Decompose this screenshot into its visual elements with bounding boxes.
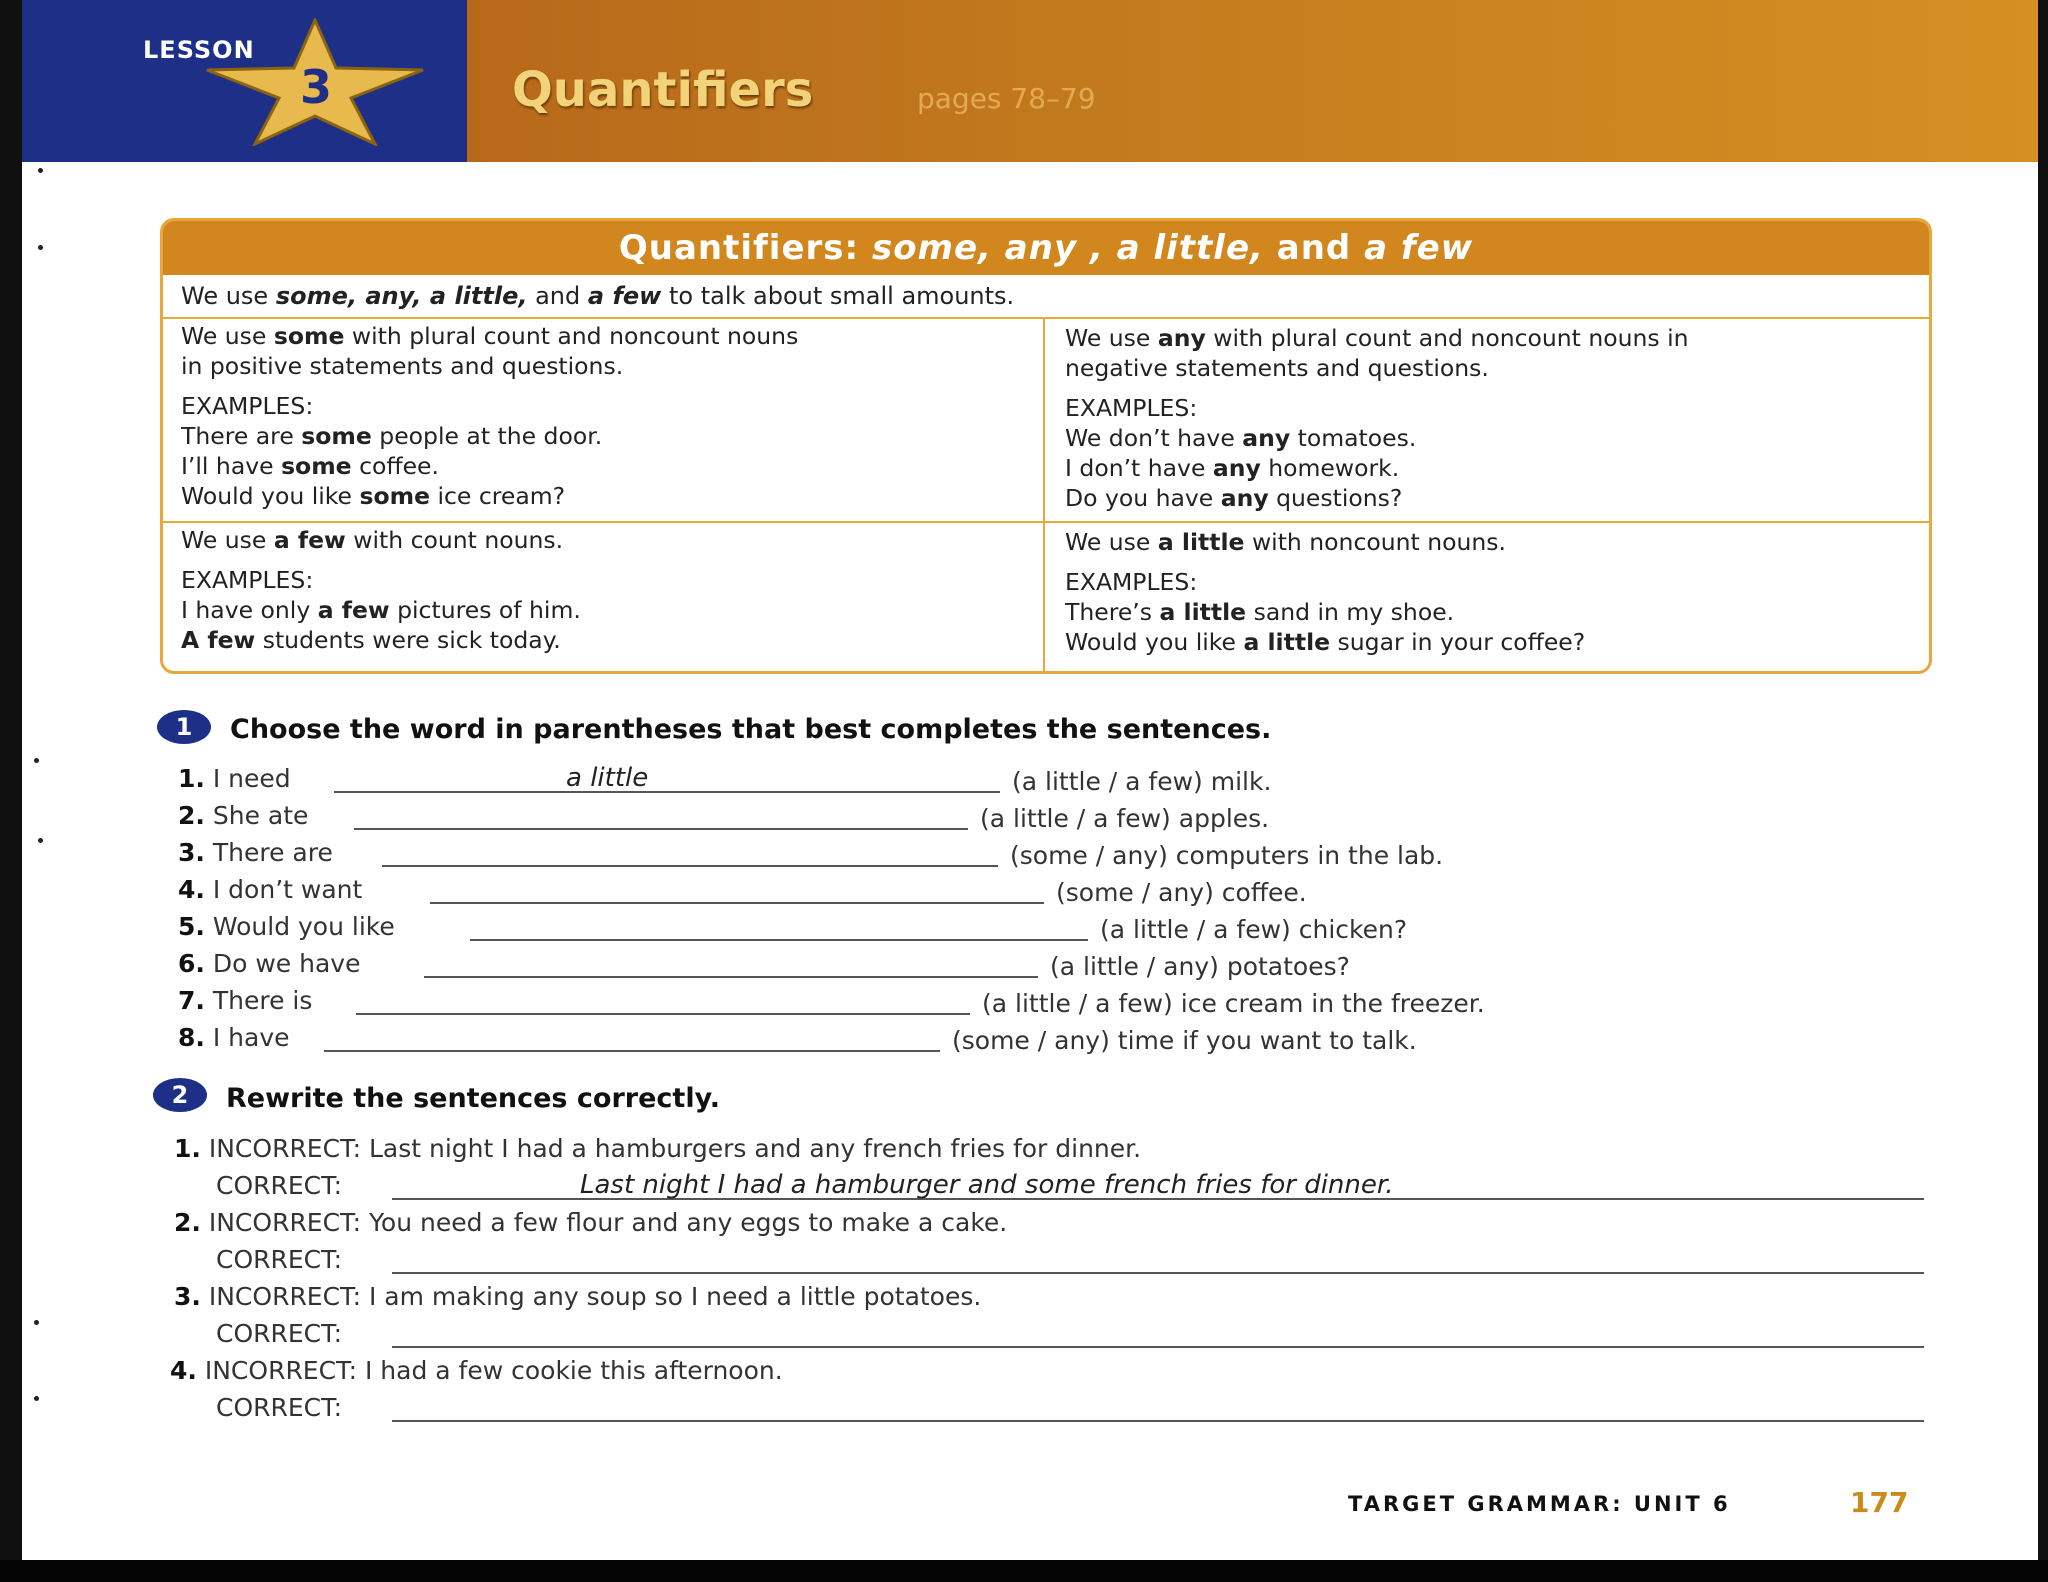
margin-mark xyxy=(38,838,43,843)
divider xyxy=(163,521,1929,523)
ex1-item-1: 1. I need xyxy=(178,764,291,793)
divider xyxy=(1043,317,1045,674)
ex1-answer-1: a little xyxy=(566,763,649,793)
ex1-item-5: 5. Would you like xyxy=(178,912,395,941)
scan-edge-right xyxy=(2038,0,2048,1560)
answer-blank[interactable] xyxy=(334,791,1000,793)
grammar-chart-title: Quantifiers: some, any , a little, and a few xyxy=(163,221,1929,275)
margin-mark xyxy=(34,1396,39,1401)
divider xyxy=(163,317,1929,319)
exercise-2-badge: 2 xyxy=(153,1078,207,1112)
ex1-choice-4: (some / any) coffee. xyxy=(1056,878,1307,907)
grammar-cell-a-little: We use a little with noncount nouns. EXAMPLES: There’s a little sand in my shoe. Would you like a little sugar in your coffee? xyxy=(1065,528,1586,656)
ex1-choice-1: (a little / a few) milk. xyxy=(1012,767,1272,796)
answer-blank[interactable] xyxy=(324,1050,940,1052)
footer-unit-label: TARGET GRAMMAR: UNIT 6 xyxy=(1348,1492,1731,1516)
page-reference: pages 78–79 xyxy=(917,82,1096,115)
exercise-2-heading: Rewrite the sentences correctly. xyxy=(226,1083,720,1114)
margin-mark xyxy=(34,1320,39,1325)
answer-blank[interactable] xyxy=(354,828,968,830)
ex2-correct-label-1: CORRECT: xyxy=(216,1171,343,1200)
lesson-number: 3 xyxy=(299,60,332,114)
margin-mark xyxy=(38,168,43,173)
page-number: 177 xyxy=(1850,1486,1909,1519)
ex1-choice-5: (a little / a few) chicken? xyxy=(1100,915,1408,944)
ex1-item-4: 4. I don’t want xyxy=(178,875,363,904)
grammar-cell-any: We use any with plural count and noncount nouns in negative statements and questions. EXAMPLES: We don’t have any tomatoes. I don’t have any homework. Do you have any questions? xyxy=(1065,324,1689,512)
exercise-1-heading: Choose the word in parentheses that best completes the sentences. xyxy=(230,714,1272,745)
answer-blank[interactable] xyxy=(392,1346,1924,1348)
exercise-1-badge: 1 xyxy=(157,710,211,744)
ex1-item-8: 8. I have xyxy=(178,1023,290,1052)
ex2-correct-label-2: CORRECT: xyxy=(216,1245,343,1274)
answer-blank[interactable] xyxy=(470,939,1088,941)
ex1-choice-8: (some / any) time if you want to talk. xyxy=(952,1026,1417,1055)
ex2-correct-label-3: CORRECT: xyxy=(216,1319,343,1348)
ex1-item-2: 2. She ate xyxy=(178,801,309,830)
ex1-item-7: 7. There is xyxy=(178,986,313,1015)
answer-blank[interactable] xyxy=(430,902,1044,904)
ex2-correct-label-4: CORRECT: xyxy=(216,1393,343,1422)
scan-edge-bottom xyxy=(0,1560,2048,1582)
grammar-cell-some: We use some with plural count and noncount nouns in positive statements and questions. EXAMPLES: There are some people at the door. I’ll have some coffee. Would you like some ice cream? xyxy=(181,322,799,510)
answer-blank[interactable] xyxy=(382,865,998,867)
answer-blank[interactable] xyxy=(392,1272,1924,1274)
margin-mark xyxy=(34,758,39,763)
ex2-item-4: 4. INCORRECT: I had a few cookie this afternoon. xyxy=(170,1356,783,1385)
ex1-choice-2: (a little / a few) apples. xyxy=(980,804,1270,833)
page-title: Quantifiers xyxy=(512,62,814,118)
grammar-intro: We use some, any, a little, and a few to talk about small amounts. xyxy=(181,282,1015,310)
scan-edge-left xyxy=(0,0,22,1560)
answer-blank[interactable] xyxy=(424,976,1038,978)
ex2-answer-1: Last night I had a hamburger and some french fries for dinner. xyxy=(580,1170,1394,1200)
ex2-item-3: 3. INCORRECT: I am making any soup so I need a little potatoes. xyxy=(174,1282,982,1311)
margin-mark xyxy=(38,245,43,250)
ex2-item-1: 1. INCORRECT: Last night I had a hamburgers and any french fries for dinner. xyxy=(174,1134,1142,1163)
ex1-choice-6: (a little / any) potatoes? xyxy=(1050,952,1350,981)
ex2-item-2: 2. INCORRECT: You need a few flour and any eggs to make a cake. xyxy=(174,1208,1008,1237)
ex1-item-6: 6. Do we have xyxy=(178,949,361,978)
grammar-cell-a-few: We use a few with count nouns. EXAMPLES: I have only a few pictures of him. A few students were sick today. xyxy=(181,526,581,654)
answer-blank[interactable] xyxy=(356,1013,970,1015)
grammar-chart xyxy=(160,218,1932,674)
ex1-choice-3: (some / any) computers in the lab. xyxy=(1010,841,1444,870)
ex1-choice-7: (a little / a few) ice cream in the freezer. xyxy=(982,989,1485,1018)
lesson-label: LESSON xyxy=(143,36,255,64)
answer-blank[interactable] xyxy=(392,1420,1924,1422)
ex1-item-3: 3. There are xyxy=(178,838,333,867)
